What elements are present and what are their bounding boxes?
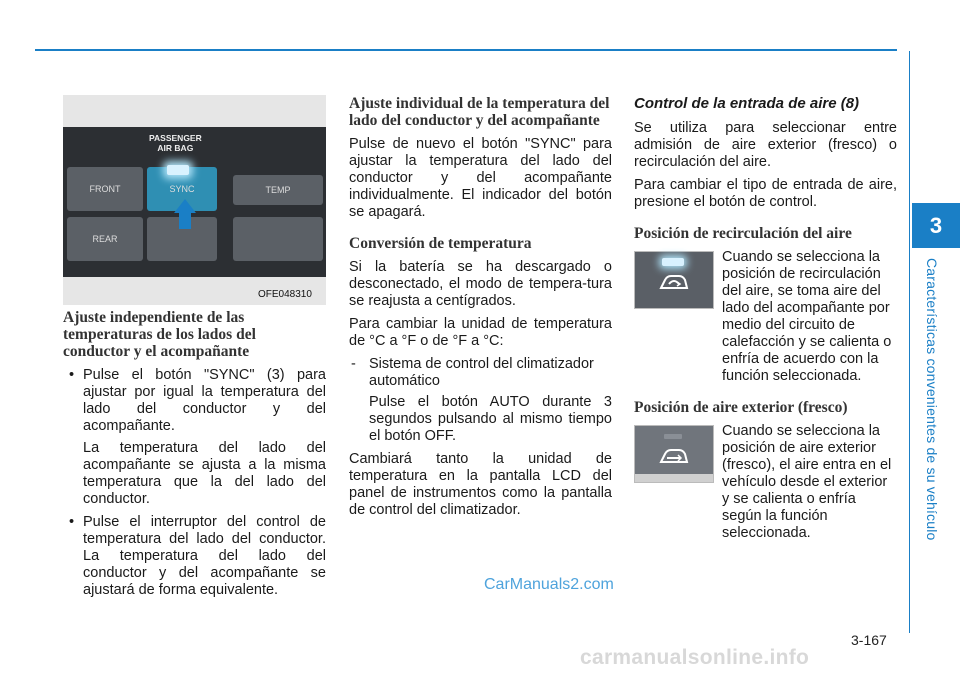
arrow-stem [179,213,191,229]
sync-button: SYNC [147,167,217,211]
bullet-sync-continued: La temperatura del lado del acompañante se ajusta a la misma temperatura que la del lado del conductor. [83,440,326,507]
column-3 [634,95,897,548]
recirculation-button-image [634,251,714,309]
para-lcd: Cambiará tanto la unidad de temperatura en la pantalla LCD del panel de instrumentos como la pantalla de control del climatizador. [349,451,612,518]
column-2 [349,95,612,525]
chapter-title: Características convenientes de su vehículo [924,258,940,541]
watermark-link[interactable]: CarManuals2.com [484,576,614,593]
rear-defrost-button: REAR [67,217,143,261]
fresh-air-text: Cuando se selecciona la posición de aire exterior (fresco), el aire entra en el vehículo desde el exterior y se calienta o enfría según la función seleccionada. [722,423,892,541]
climate-panel-photo [63,95,326,305]
sync-indicator-lamp [167,165,189,175]
column-1 [63,95,326,604]
heading-temp-conversion: Conversión de temperatura [349,235,532,252]
temp-button: TEMP [233,175,323,205]
heading-fresh-air: Posición de aire exterior (fresco) [634,399,848,416]
para-air-intake-change: Para cambiar el tipo de entrada de aire, presione el botón de control. [634,177,897,210]
para-individual: Pulse de nuevo el botón "SYNC" para ajustar la temperatura del lado del conductor y del acompañante individualmente. El indicador del botón se apagará. [349,136,612,220]
image-bottom-bar [635,474,713,482]
recirculation-text: Cuando se selecciona la posición de recirculación del aire, se toma aire del lado del acompañante por medio del circuito de calefacción y se calienta o enfría de acuerdo con la función seleccionada. [722,249,892,384]
page-number: 3-167 [851,632,887,648]
seat-heater-button [233,217,323,261]
passenger-airbag-label: PASSENGER AIR BAG [149,133,202,153]
side-rule [909,51,910,633]
dash-auto-climate: - Sistema de control del climatizador automático [349,356,612,390]
para-battery: Si la batería se ha descargado o desconectado, el modo de tempera-tura se reajusta a centígrados. [349,259,612,309]
chapter-number-tab: 3 [912,203,960,248]
car-recirculation-icon [657,270,691,294]
indicator-off-lamp [664,434,682,439]
front-defrost-button: FRONT [67,167,143,211]
heading-individual-adjust: Ajuste individual de la temperatura del lado del conductor y del acompañante [349,95,610,129]
recirculation-block [634,249,897,385]
heading-recirculation: Posición de recirculación del aire [634,225,852,242]
indicator-on-lamp [662,258,684,266]
heading-air-intake: Control de la entrada de aire (8) [634,95,860,112]
bullet-temp-switch: • Pulse el interruptor del control de temperatura del lado del conductor. La temperatura del lado del conductor y del acompañante se ajustará de forma equivalente. [63,514,326,599]
para-auto-off: Pulse el botón AUTO durante 3 segundos pulsando al mismo tiempo el botón OFF. [369,394,612,444]
heading-independent-adjust: Ajuste independiente de las temperaturas de los lados del conductor y el acompañante [63,309,256,360]
top-rule [35,49,897,51]
figure-code: OFE048310 [258,289,312,300]
fresh-air-button-image [634,425,714,483]
para-change-unit: Para cambiar la unidad de temperatura de °C a °F o de °F a °C: [349,316,612,349]
footer-watermark: carmanualsonline.info [580,646,810,669]
arrow-up-icon [174,199,196,213]
car-fresh-air-icon [657,444,691,468]
para-air-intake-select: Se utiliza para seleccionar entre admisión de aire exterior (fresco) o recirculación del aire. [634,120,897,170]
bullet-sync: • Pulse el botón "SYNC" (3) para ajustar por igual la temperatura del lado del conductor y del acompañante. [63,367,326,435]
fresh-air-block [634,423,897,542]
